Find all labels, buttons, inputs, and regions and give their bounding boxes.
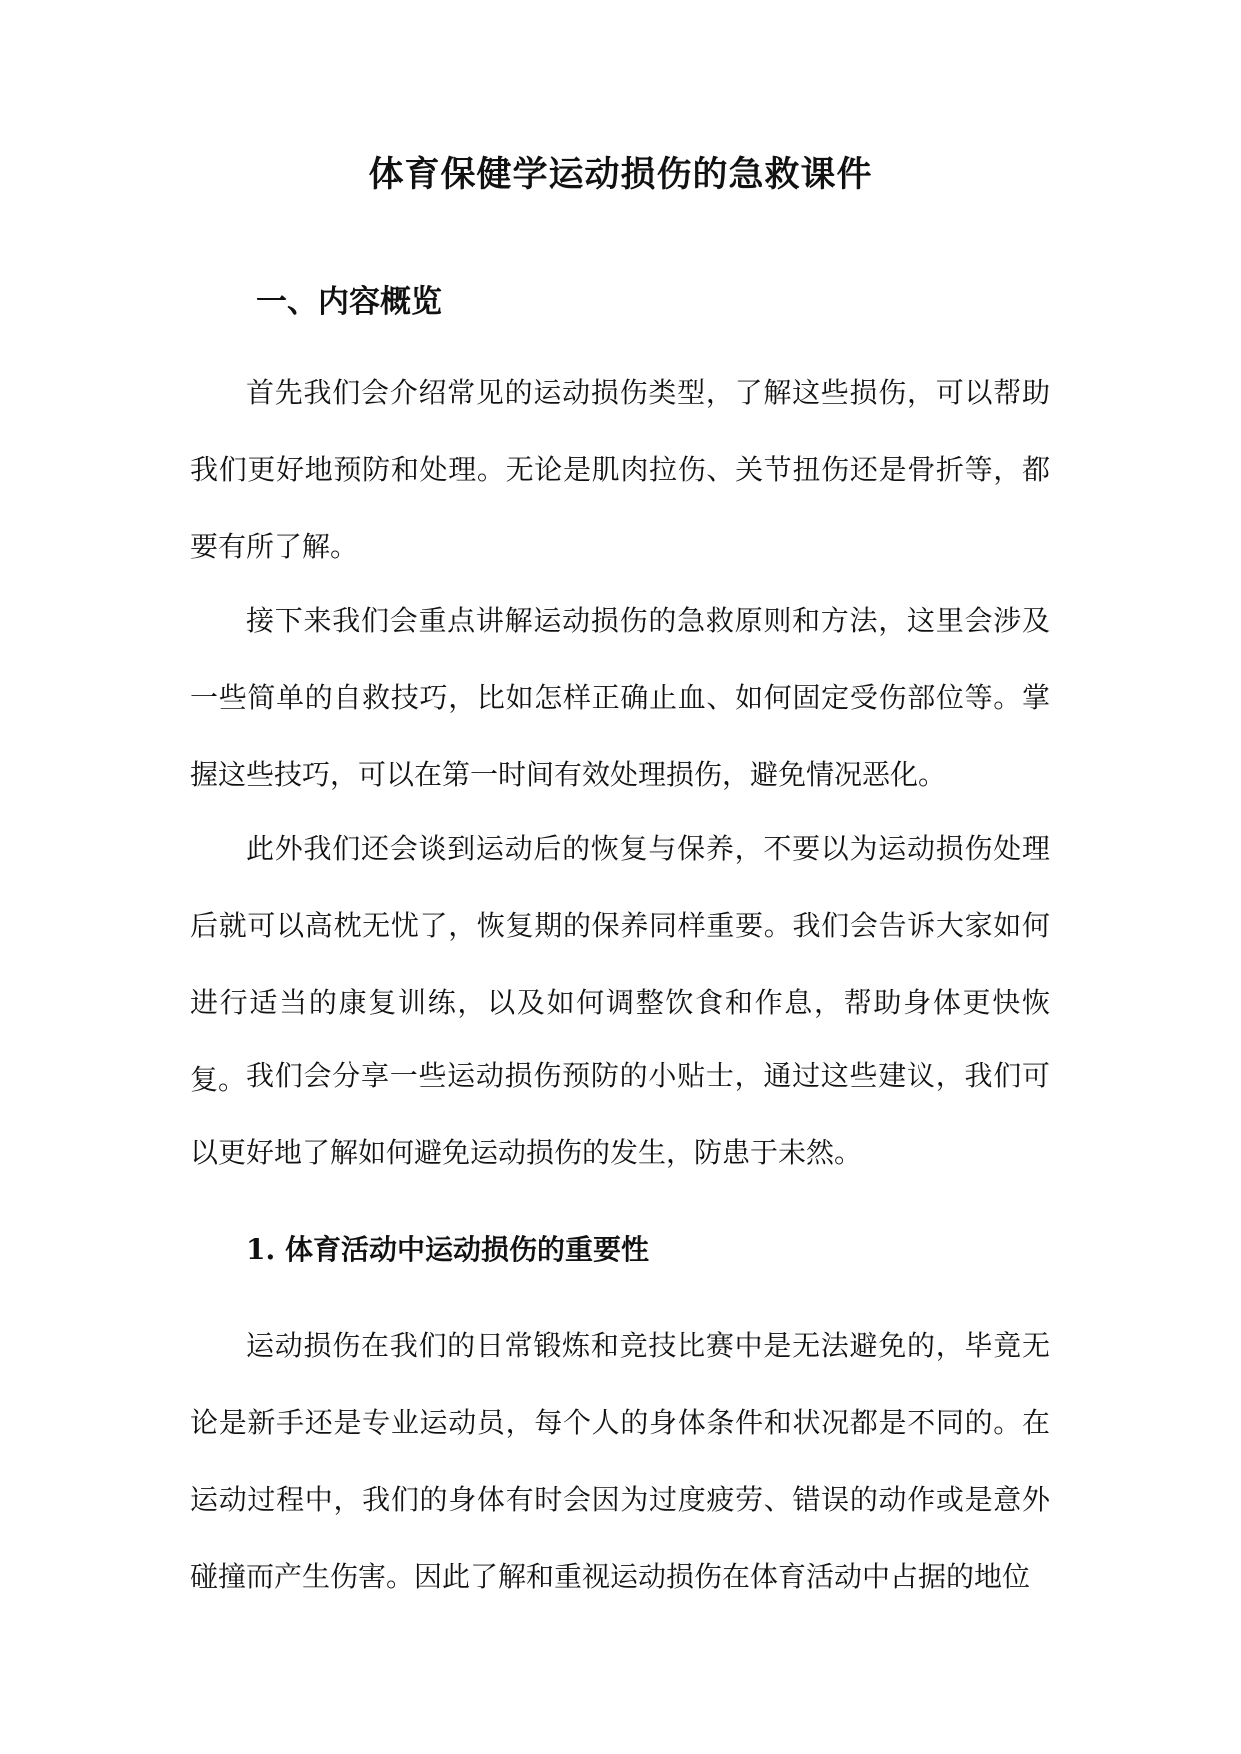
- paragraph-injury-types: 首先我们会介绍常见的运动损伤类型，了解这些损伤，可以帮助我们更好地预防和处理。无论是肌肉拉伤、关节扭伤还是骨折等，都要有所了解。: [190, 376, 1050, 563]
- document-title: 体育保健学运动损伤的急救课件: [368, 154, 873, 195]
- section-heading: 一、内容概览: [256, 284, 442, 320]
- paragraph-prevention: 我们会分享一些运动损伤预防的小贴士，通过这些建议，我们可以更好地了解如何避免运动损伤的发生，防患于未然。: [190, 1059, 1050, 1169]
- paragraph-importance: 运动损伤在我们的日常锻炼和竞技比赛中是无法避免的，毕竟无论是新手还是专业运动员，每个人的身体条件和状况都是不同的。在运动过程中，我们的身体有时会因为过度疲劳、错误的动作或是意外碰撞而产生伤害。因此了解和重视运动损伤在体育活动中占据的地位: [190, 1329, 1050, 1593]
- subsection-heading: 1. 体育活动中运动损伤的重要性: [246, 1233, 649, 1266]
- paragraph-recovery: 此外我们还会谈到运动后的恢复与保养，不要以为运动损伤处理后就可以高枕无忧了，恢复期的保养同样重要。我们会告诉大家如何进行适当的康复训练，以及如何调整饮食和作息，帮助身体更快恢复。: [190, 832, 1050, 1096]
- paragraph-first-aid: 接下来我们会重点讲解运动损伤的急救原则和方法，这里会涉及一些简单的自救技巧，比如怎样正确止血、如何固定受伤部位等。掌握这些技巧，可以在第一时间有效处理损伤，避免情况恶化。: [190, 604, 1050, 791]
